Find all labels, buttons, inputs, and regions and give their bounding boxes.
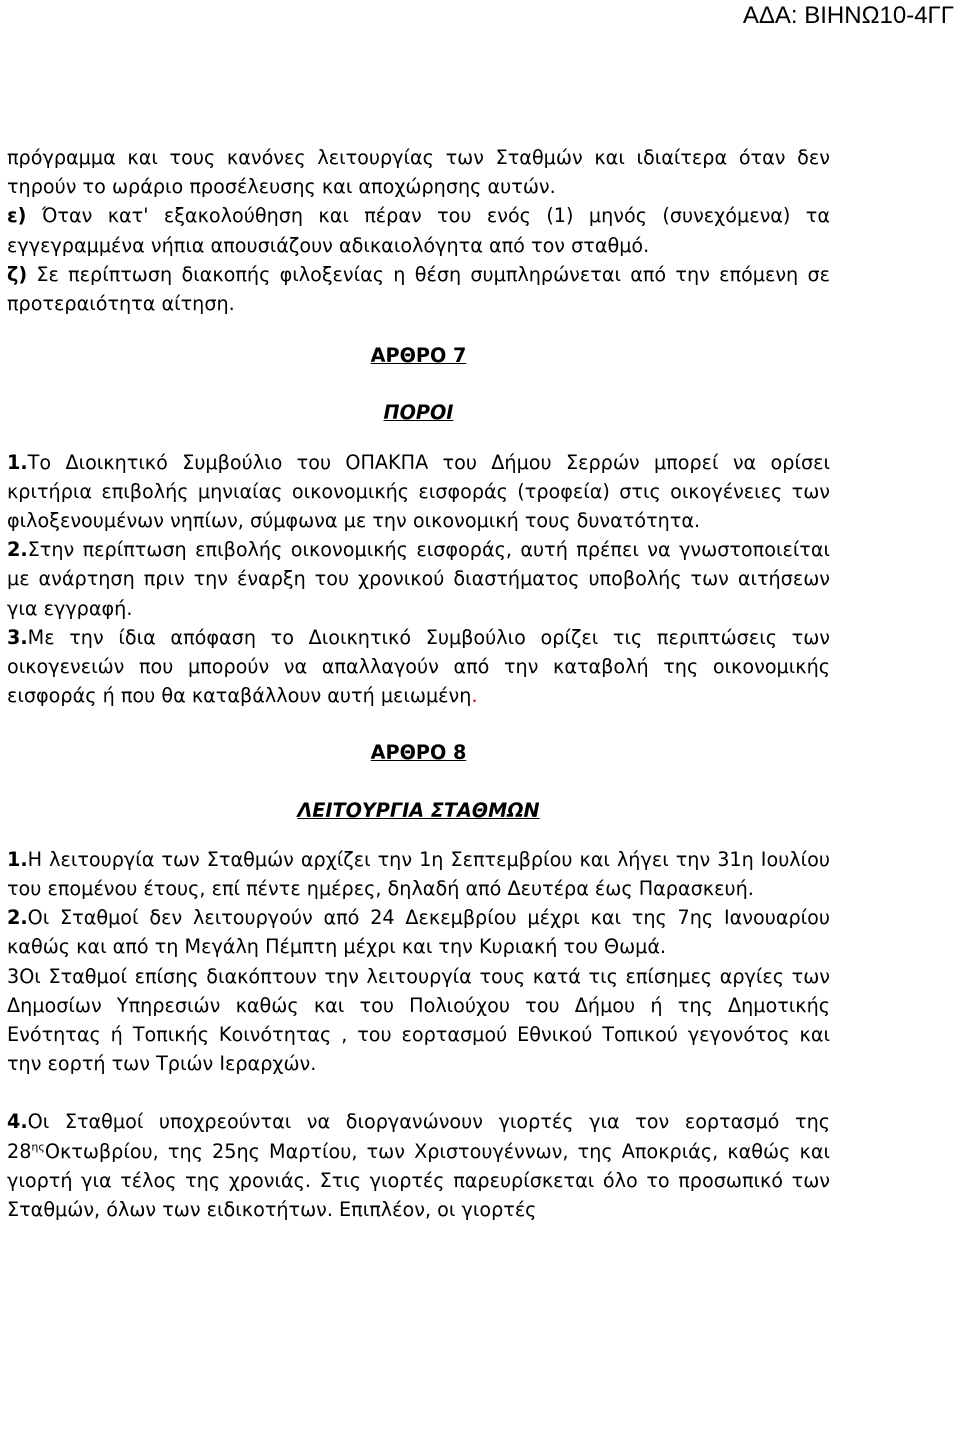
article-7-item-1: 1.Το Διοικητικό Συμβούλιο του ΟΠΑΚΠΑ του Δήμου Σερρών μπορεί να ορίσει κριτήρια επιβολής μηνιαίας οικονομικής εισφοράς (τροφεία) στις οικογένειες των φιλοξενουμένων νηπίων, σύμφωνα με την οικονομική τους δυνατότητα. — [7, 450, 830, 533]
clause-z — [7, 260, 830, 318]
article-8-item-1: 1.Η λειτουργία των Σταθμών αρχίζει την 1η Σεπτεμβρίου και λήγει την 31η Ιουλίου του επομένου έτους, επί πέντε ημέρες, δηλαδή από Δευτέρα έως Παρασκευή. — [7, 847, 830, 901]
intro-paragraph: πρόγραμμα και τους κανόνες λειτουργίας των Σταθμών και ιδιαίτερα όταν δεν τηρούν το ωράριο προσέλευσης και αποχώρησης αυτών. — [7, 146, 830, 199]
article-7-subheading: ΠΟΡΟΙ — [383, 401, 454, 425]
article-8-heading: ΑΡΘΡΟ 8 — [370, 741, 467, 765]
clause-e-label: ε) — [7, 204, 27, 228]
article-7-item-3: 3.Με την ίδια απόφαση το Διοικητικό Συμβούλιο ορίζει τις περιπτώσεις των οικογενειών που μπορούν να απαλλαγούν από την καταβολή της οικονομικής εισφοράς ή που θα καταβάλλουν αυτή μειωμένη. — [7, 625, 830, 708]
clause-e — [7, 201, 830, 259]
clause-e-text: Όταν κατ' εξακολούθηση και πέραν του ενός (1) μηνός (συνεχόμενα) τα εγγεγραμμένα νήπια απουσιάζουν αδικαιολόγητα από τον σταθμό. — [7, 204, 830, 257]
clause-z-label: ζ) — [7, 262, 28, 286]
article-8-subheading: ΛΕΙΤΟΥΡΓΙΑ ΣΤΑΘΜΩΝ — [297, 798, 540, 822]
article-7-heading: ΑΡΘΡΟ 7 — [370, 344, 467, 368]
document-body — [7, 143, 830, 1224]
article-7-item-2: 2.Στην περίπτωση επιβολής οικονομικής εισφοράς, αυτή πρέπει να γνωστοποιείται με ανάρτηση πριν την έναρξη του χρονικού διαστήματος υποβολής των αιτήσεων για εγγραφή. — [7, 538, 830, 620]
ordinal-suffix: ης — [31, 1140, 45, 1154]
ada-code: ΑΔΑ: ΒΙΗΝΩ10-4ΓΓ — [742, 2, 954, 29]
article-8-item-4: 4.Οι Σταθμοί υποχρεούνται να διοργανώνουν γιορτές για τον εορτασμό της $28^{\eta\varsigma}O\kappa\tau\omega\beta\rho ίo\upsilon$, της 25ης Μαρτίου, των Χριστουγέννων, της Αποκριάς, καθώς και γιορτή για τέλος της χρονιάς. Στις γιορτές παρευρίσκεται όλο το προσωπικό των Σταθμών, όλων των ειδικοτήτων. Επιπλέον, οι γιορτές — [7, 1110, 830, 1222]
article-8-item-2: 2.Οι Σταθμοί δεν λειτουργούν από 24 Δεκεμβρίου μέχρι και της 7ης Ιανουαρίου καθώς και από τη Μεγάλη Πέμπτη μέχρι και την Κυριακή του Θωμά. — [7, 906, 830, 959]
clause-z-text: Σε περίπτωση διακοπής φιλοξενίας η θέση συμπληρώνεται από την επόμενη σε προτεραιότητα αίτηση. — [7, 262, 830, 316]
article-8-item-3: 3Οι Σταθμοί επίσης διακόπτουν την λειτουργία τους κατά τις επίσημες αργίες των Δημοσίων Υπηρεσιών καθώς και του Πολιούχου του Δήμου ή της Δημοτικής Ενότητας ή Τοπικής Κοινότητας , του εορτασμού Εθνικού Τοπικού γεγονότος και την εορτή των Τριών Ιεραρχών. — [7, 964, 830, 1076]
